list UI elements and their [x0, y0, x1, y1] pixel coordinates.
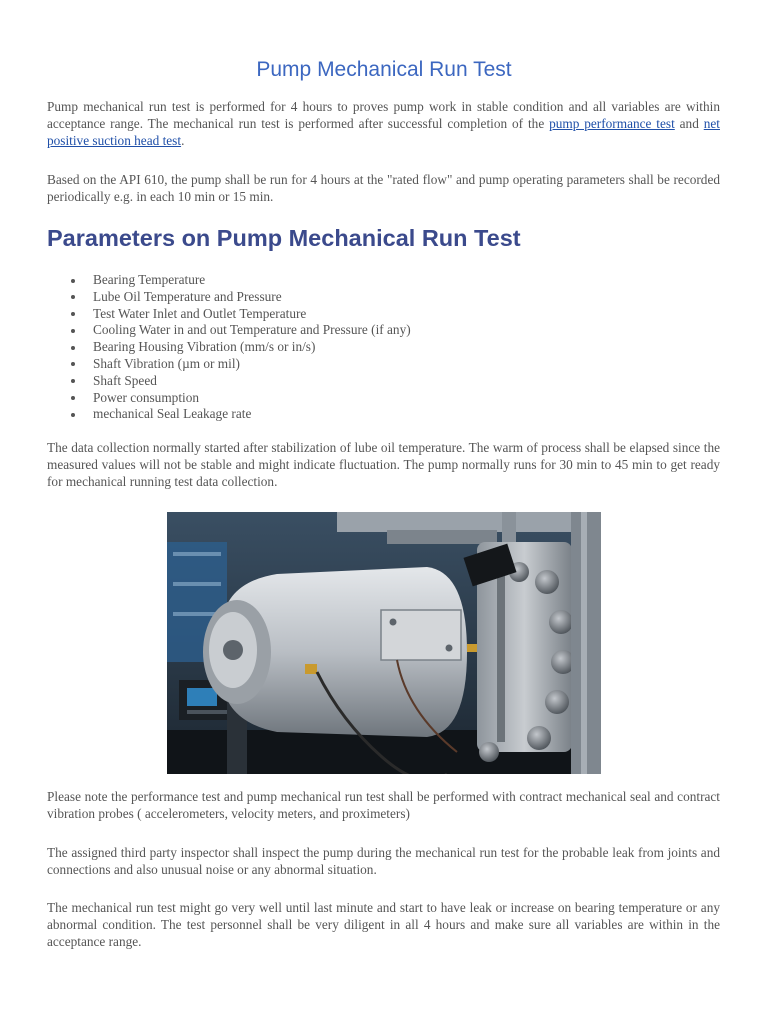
npsh-test-link[interactable]: net positive suction head test	[47, 115, 720, 148]
list-item	[47, 322, 720, 339]
bullet-icon	[71, 379, 75, 383]
pump-test-photo	[167, 512, 601, 774]
list-item	[47, 390, 720, 407]
bullet-icon	[71, 312, 75, 316]
bullet-icon	[71, 362, 75, 366]
bullet-icon	[71, 295, 75, 299]
list-item-label: Cooling Water in and out Temperature and Pressure (if any)	[93, 322, 411, 338]
bullet-icon	[71, 346, 75, 350]
intro-text-after: .	[181, 132, 185, 148]
intro-text-between: and	[674, 115, 704, 131]
parameter-list	[47, 272, 720, 423]
list-item-label: Bearing Temperature	[93, 272, 206, 287]
list-item	[47, 339, 720, 356]
api-paragraph: Based on the API 610, the pump shall be run for 4 hours at the "rated flow" and pump operating parameters shall be recorded periodically e.g. in each 10 min or 15 min.	[47, 172, 720, 204]
note-paragraph: Please note the performance test and pump mechanical run test shall be performed with contract mechanical seal and contract vibration probes ( accelerometers, velocity meters, and proximeters)	[47, 789, 720, 821]
list-item	[47, 406, 720, 423]
data-collection-paragraph: The data collection normally started after stabilization of lube oil temperature. The warm of process shall be elapsed since the measured values will not be stable and might indicate fluctuation. The pump normally runs for 30 min to 45 min to get ready for mechanical running test data collection.	[47, 440, 720, 489]
pump-performance-test-link[interactable]: pump performance test	[549, 115, 675, 131]
page-title: Pump Mechanical Run Test	[256, 58, 512, 81]
list-item-label: Lube Oil Temperature and Pressure	[93, 288, 282, 304]
list-item-label: Shaft Vibration (µm or mil)	[93, 355, 240, 371]
list-item	[47, 356, 720, 373]
list-item-label: Test Water Inlet and Outlet Temperature	[93, 305, 307, 321]
bullet-icon	[71, 329, 75, 333]
list-item	[47, 306, 720, 323]
list-item-label: mechanical Seal Leakage rate	[93, 406, 252, 422]
intro-paragraph	[47, 99, 720, 149]
list-item	[47, 373, 720, 390]
bullet-icon	[71, 396, 75, 400]
list-item-label: Bearing Housing Vibration (mm/s or in/s)	[93, 339, 316, 355]
bullet-icon	[71, 413, 75, 417]
inspector-paragraph: The assigned third party inspector shall inspect the pump during the mechanical run test for the probable leak from joints and connections and also unusual noise or any abnormal situation.	[47, 845, 720, 877]
final-paragraph: The mechanical run test might go very well until last minute and start to have leak or increase on bearing temperature or any abnormal condition. The test personnel shall be very diligent in all 4 hours and make sure all variables are within in the acceptance range.	[47, 900, 720, 949]
list-item-label: Shaft Speed	[93, 372, 157, 388]
list-item	[47, 289, 720, 306]
list-item-label: Power consumption	[93, 389, 199, 405]
bullet-icon	[71, 279, 75, 283]
list-item	[47, 272, 720, 289]
intro-text-before: Pump mechanical run test is performed for 4 hours to proves pump work in stable condition and all variables are within acceptance range. The mechanical run test is performed after successful completion of the	[47, 99, 720, 131]
section-heading: Parameters on Pump Mechanical Run Test	[47, 225, 521, 251]
